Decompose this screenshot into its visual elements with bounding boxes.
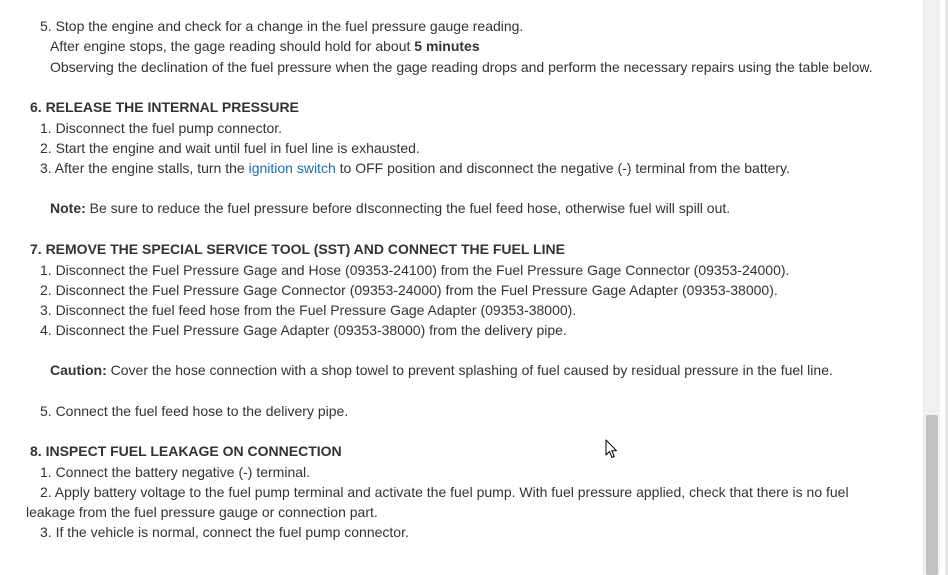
- item3-text-post: to OFF position and disconnect the negative (-) terminal from the battery.: [335, 160, 790, 176]
- section7-item-4: 4. Disconnect the Fuel Pressure Gage Adapter (09353-38000) from the delivery pipe.: [40, 322, 567, 338]
- section8-item-1: 1. Connect the battery negative (-) terminal.: [40, 464, 311, 480]
- window-edge: [940, 0, 948, 575]
- section7-item-2: 2. Disconnect the Fuel Pressure Gage Connector (09353-24000) from the Fuel Pressure Gage Adapter (09353-38000).: [40, 282, 778, 298]
- section8-item-3: 3. If the vehicle is normal, connect the fuel pump connector.: [40, 524, 409, 540]
- section6-note: [50, 198, 730, 218]
- scrollbar-thumb[interactable]: [926, 415, 938, 575]
- section6-item-2: 2. Start the engine and wait until fuel in fuel line is exhausted.: [40, 140, 420, 156]
- ignition-switch-link[interactable]: ignition switch: [248, 160, 336, 176]
- hold-duration: 5 minutes: [414, 38, 480, 54]
- section8-item-2: 2. Apply battery voltage to the fuel pump terminal and activate the fuel pump. With fuel pressure applied, check that there is no fuel: [40, 484, 849, 500]
- step5-observe-line: Observing the declination of the fuel pressure when the gage reading drops and perform the necessary repairs using the table below.: [50, 59, 873, 75]
- section7-item-5: 5. Connect the fuel feed hose to the delivery pipe.: [40, 403, 349, 419]
- section7-item-1: 1. Disconnect the Fuel Pressure Gage and Hose (09353-24100) from the Fuel Pressure Gage Connector (09353-24000).: [40, 262, 790, 278]
- section6-item-1: 1. Disconnect the fuel pump connector.: [40, 120, 283, 136]
- hold-text: After engine stops, the gage reading should hold for about: [50, 38, 415, 54]
- section7-caution: [50, 360, 833, 380]
- vertical-scrollbar[interactable]: [923, 0, 940, 575]
- step5-line: 5. Stop the engine and check for a change in the fuel pressure gauge reading.: [40, 18, 524, 34]
- section6-item-3: [40, 158, 790, 178]
- mouse-pointer-icon: [605, 439, 619, 459]
- section7-heading: 7. REMOVE THE SPECIAL SERVICE TOOL (SST) AND CONNECT THE FUEL LINE: [30, 241, 565, 257]
- step5-hold-line: [50, 36, 480, 56]
- section8-heading: 8. INSPECT FUEL LEAKAGE ON CONNECTION: [30, 443, 342, 459]
- item3-text-pre: 3. After the engine stalls, turn the: [40, 160, 249, 176]
- section6-heading: 6. RELEASE THE INTERNAL PRESSURE: [30, 99, 299, 115]
- section7-item-3: 3. Disconnect the fuel feed hose from the Fuel Pressure Gage Adapter (09353-38000).: [40, 302, 577, 318]
- caution-text: Cover the hose connection with a shop towel to prevent splashing of fuel caused by residual pressure in the fuel line.: [106, 362, 833, 378]
- caution-label: Caution:: [50, 362, 107, 378]
- note-label: Note:: [50, 200, 86, 216]
- note-text: Be sure to reduce the fuel pressure before dIsconnecting the fuel feed hose, otherwise fuel will spill out.: [85, 200, 731, 216]
- section8-item-2-cont: leakage from the fuel pressure gauge or connection part.: [26, 504, 378, 520]
